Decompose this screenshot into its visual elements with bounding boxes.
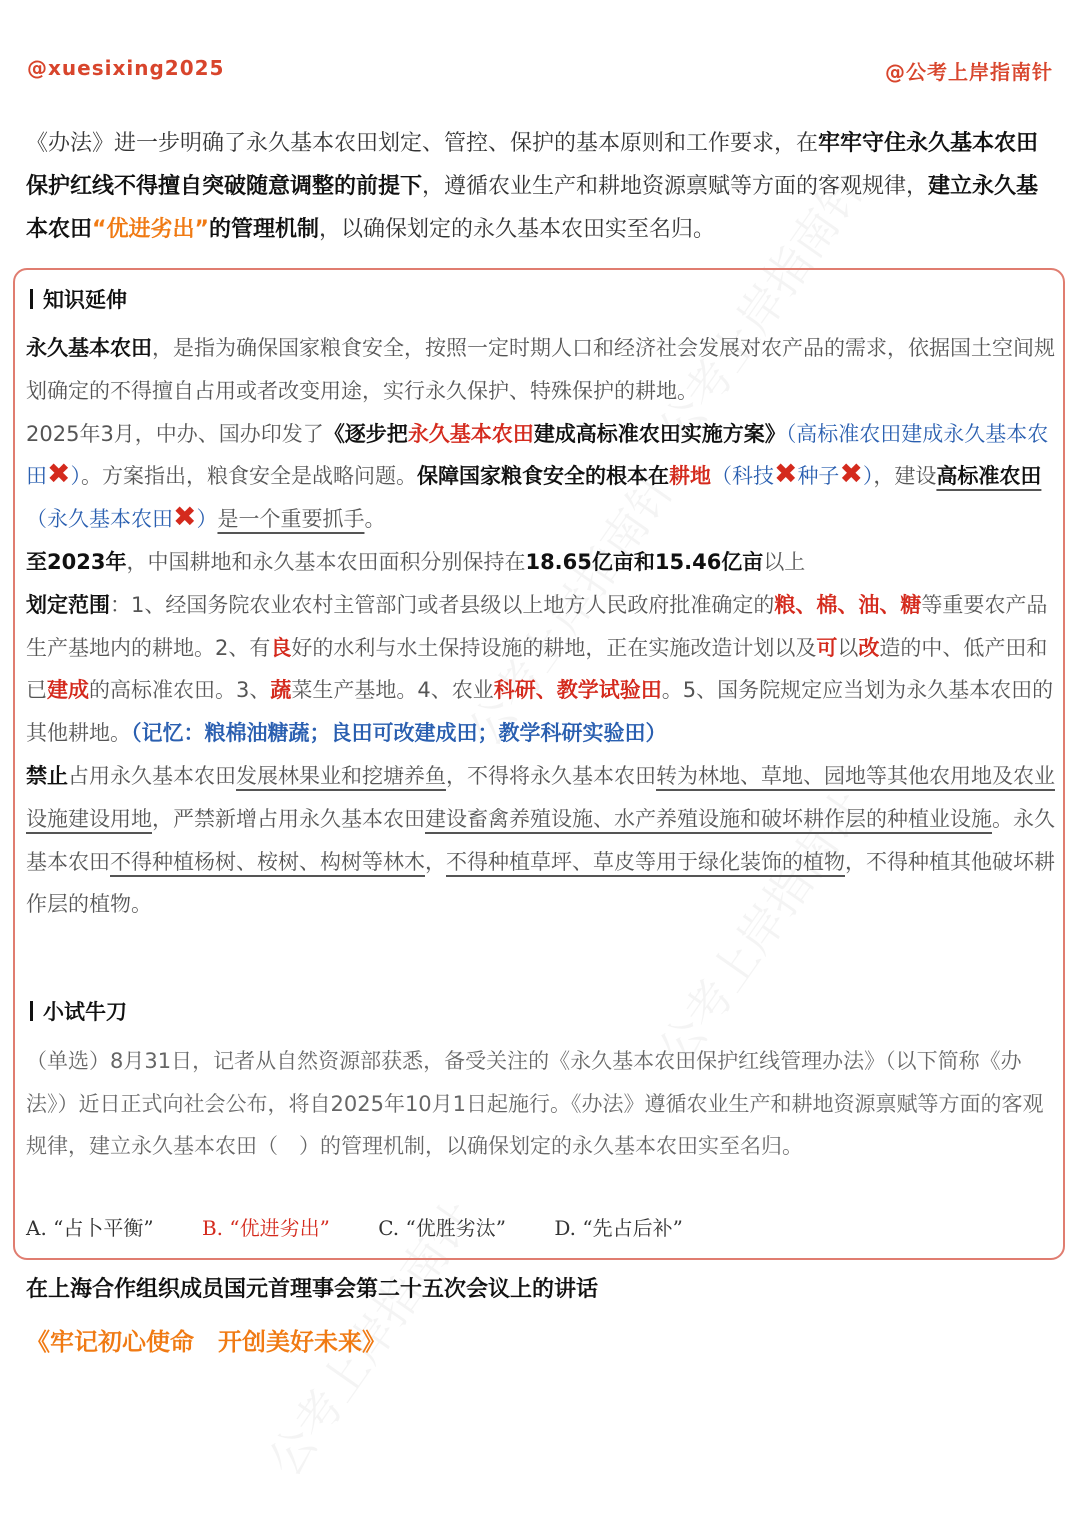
intro-paragraph: 《办法》进一步明确了永久基本农田划定、管控、保护的基本原则和工作要求，在牢牢守住永久基本农田保护红线不得擅自突破随意调整的前提下，遵循农业生产和耕地资源禀赋等方面的客观规律，建立永久基本农田“优进劣出”的管理机制，以确保划定的永久基本农田实至名归。 xyxy=(26,131,1039,242)
cross-icon: ✖ xyxy=(839,457,863,491)
knowledge-heading: 知识延伸 xyxy=(30,284,127,314)
cross-icon: ✖ xyxy=(47,457,71,491)
knowledge-body xyxy=(26,327,1056,926)
option-c: C. “优胜劣汰” xyxy=(378,1216,506,1240)
quiz-heading: 小试牛刀 xyxy=(30,996,127,1026)
scope-paragraph: 划定范围：1、经国务院农业农村主管部门或者县级以上地方人民政府批准确定的粮、棉、油、糖等重要农产品生产基地内的耕地。2、有良好的水利与水土保持设施的耕地，正在实施改造计划以及可以改造的中、低产田和已建成的高标准农田。3、蔬菜生产基地。4、农业科研、教学试验田。5、国务院规定应当划为永久基本农田的其他耕地。（记忆：粮棉油糖蔬；良田可改建成田；教学科研实验田） xyxy=(26,592,1054,746)
option-a: A. “占卜平衡” xyxy=(26,1216,154,1240)
brand-handle: @公考上岸指南针 xyxy=(885,60,1053,84)
author-handle: @xuesixing2025 xyxy=(27,56,225,80)
speech-subtitle: 《牢记初心使命 开创美好未来》 xyxy=(26,1328,386,1356)
option-b-correct: B. “优进劣出” xyxy=(201,1216,330,1240)
plan-paragraph: 2025年3月，中办、国办印发了《逐步把永久基本农田建成高标准农田实施方案》（高标准农田建成永久基本农田✖）。方案指出，粮食安全是战略问题。保障国家粮食安全的根本在耕地（科技✖种子✖），建设高标准农田（永久基本农田✖）是一个重要抓手。 xyxy=(26,421,1049,534)
quiz-question: （单选）8月31日，记者从自然资源部获悉，备受关注的《永久基本农田保护红线管理办法》（以下简称《办法》）近日正式向社会公布，将自2025年10月1日起施行。《办法》遵循农业生产和耕地资源禀赋等方面的客观规律，建立永久基本农田（ ）的管理机制，以确保划定的永久基本农田实至名归。 xyxy=(26,1049,1044,1158)
area-paragraph: 至2023年，中国耕地和永久基本农田面积分别保持在18.65亿亩和15.46亿亩以上 xyxy=(26,549,806,574)
cross-icon: ✖ xyxy=(773,457,798,491)
definition-paragraph: 永久基本农田，是指为确保国家粮食安全，按照一定时期人口和经济社会发展对农产品的需求，依据国土空间规划确定的不得擅自占用或者改变用途，实行永久保护、特殊保护的耕地。 xyxy=(26,336,1055,403)
cross-icon: ✖ xyxy=(173,500,197,534)
speech-title: 在上海合作组织成员国元首理事会第二十五次会议上的讲话 xyxy=(26,1277,599,1302)
option-d: D. “先占后补” xyxy=(554,1216,683,1240)
heading-bar xyxy=(30,1001,33,1021)
quiz-options xyxy=(26,1212,1056,1241)
ban-paragraph: 禁止占用永久基本农田发展林果业和挖塘养鱼，不得将永久基本农田转为林地、草地、园地等其他农用地及农业设施建设用地，严禁新增占用永久基本农田建设畜禽养殖设施、水产养殖设施和破坏耕作层的种植业设施。永久基本农田不得种植杨树、桉树、构树等林木，不得种植草坪、草皮等用于绿化装饰的植物，不得种植其他破坏耕作层的植物。 xyxy=(26,763,1055,917)
heading-bar xyxy=(30,289,33,309)
